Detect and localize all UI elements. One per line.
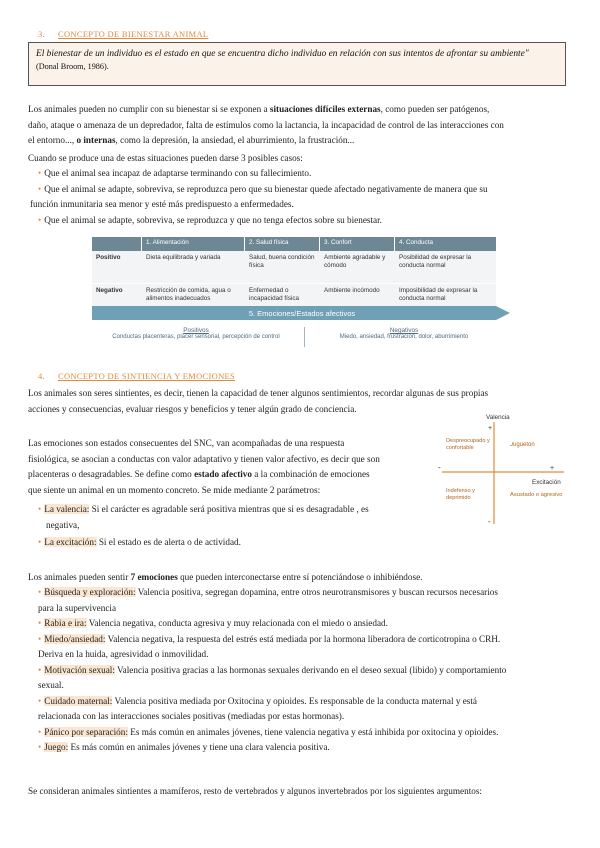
quote-source: (Donal Broom, 1986). [36,62,109,71]
list-item-continuation: sexual. [38,680,64,690]
highlight-label: Pánico por separación: [44,726,128,737]
legend-positive-text: Conductas placenteras, placer sensorial, percepción de control [112,334,280,340]
legend-negative-text: Miedo, ansiedad, frustración, dolor, aburrimiento [339,334,469,340]
parameters-list [38,502,428,551]
highlight-label: La valencia: [44,504,90,514]
list-item-text: Es más común en animales jóvenes, tiene valencia negativa y está inhibida por oxitocina y opioides. [127,726,499,737]
list-item-continuation: negativa, [46,519,80,530]
cases-list [30,166,568,228]
paragraph-welfare-situations [28,102,573,149]
table-header-cell: 2. Salud física [245,237,320,251]
legend-negative [306,327,502,340]
arrow-label: 5. Emociones/Estados afectivos [248,309,356,318]
list-item-text: Valencia negativa, conducta agresiva y muy relacionada con el miedo o ansiedad. [86,618,388,628]
table-header-cell [92,237,142,251]
text-line: daño, ataque o amenaza de un depredador, falta de estímulos como la lactancia, la incapacidad de control de las interacciones con [28,119,504,130]
quadrant-top-left [446,438,492,466]
bullet-icon: • [38,664,42,675]
y-axis-label: Valencia [486,414,510,421]
table-cell: Posibilidad de expresar la conducta normal [399,254,472,269]
x-axis-label: Excitación [532,479,561,486]
highlight-label: Miedo/ansiedad: [44,633,106,644]
text-span: , como la depresión, la ansiedad, el aburrimiento, la frustración... [115,135,355,145]
paragraph-cases-intro: Cuando se produce una de estas situaciones pueden darse 3 posibles casos: [28,153,303,163]
section-number: 4. [38,371,45,381]
list-item-text: Que el animal se adapte, sobreviva, se reproduzca y que no tenga efectos sobre su bienestar. [44,214,382,225]
emotions-legend [92,327,496,349]
text-span: , como pueden ser patógenos, [380,104,490,114]
bullet-icon: • [38,695,42,706]
quadrant-top-right [510,442,566,456]
emotions-arrow [92,306,510,320]
quadrant-bottom-left [446,488,492,512]
paragraph-sentient-animals: Se consideran animales sintientes a mamíferos, resto de vertebrados y algunos invertebrados por los siguientes argumentos: [28,786,482,796]
quadrant-label: Indefenso y deprimido [446,488,475,501]
bold-affective-state: estado afectivo [194,469,252,479]
list-item-text: Valencia positiva gracias a las hormonas sexuales derivando en el deseo sexual (libido) y comportamiento [114,664,507,675]
table-header-cell: 1. Alimentación [142,237,245,251]
list-item [38,663,573,679]
legend-negative-title: Negativos [389,327,419,334]
bullet-icon: • [38,183,42,194]
list-item-text: Valencia negativa, la respuesta del estrés está mediada por la hormona liberadora de corticotropina o CRH. [105,633,501,644]
list-item [38,694,573,710]
table-header-row [92,237,496,251]
list-item-continuation: función inmunitaria sea menor y esté más predispuesto a enfermedades. [30,199,294,209]
highlight-label: Motivación sexual: [44,664,115,675]
text-span: el entorno..., [28,135,77,145]
text-line: que siente un animal en un momento concreto. Se mide mediante 2 parámetros: [28,484,321,495]
table-cell: Restricción de comida, agua o alimentos inadecuados [146,287,231,302]
text-line: Las emociones son estados consecuentes del SNC, van acompañadas de una respuesta [28,438,345,448]
list-item-continuation: Deriva en la huida, agresividad o inmovilidad. [38,649,209,659]
legend-positive-title: Positivos [183,327,209,334]
bullet-icon: • [38,618,42,628]
quadrant-label: Asustado o agresivo [510,492,563,498]
list-item-text: Que el animal se adapte, sobreviva, se reproduzca pero que su bienestar quede afectado negativamente de manera que su [44,183,488,194]
list-item-continuation: para la supervivencia [38,602,117,613]
list-item-text: Es más común en animales jóvenes y tiene una clara valencia positiva. [68,742,330,752]
highlight-label: Cuidado maternal: [44,695,113,706]
text-span: que pueden interconectarse entre sí potenciándose o inhibiéndose. [177,572,423,582]
section-number: 3. [38,29,45,39]
text-line: acciones y consecuencias, evaluar riesgos y beneficios y tener algún grado de conciencia. [28,403,357,414]
highlight-label: La excitación: [44,537,97,547]
table-header-cell: 3. Confort [320,237,395,251]
list-item [38,166,568,182]
quote-text: El bienestar de un individuo es el estado en que se encuentra dicho individuo en relación con sus intentos de afrontar su ambiente" [36,49,529,59]
quadrant-label: Juguetón [510,442,535,448]
bullet-icon: • [38,537,42,547]
y-plus: + [488,425,493,432]
valence-arousal-diagram [436,412,570,530]
list-item [38,182,568,198]
bullet-icon: • [38,587,42,597]
x-minus: - [438,463,441,472]
definition-quote-box [28,42,566,86]
list-item [38,502,428,518]
list-item-text: Si el carácter es agradable será positiva mientras que si es desagradable , es [89,504,369,514]
paragraph-emotions-definition [28,436,428,498]
table-cell: Ambiente incómodo [324,287,380,294]
list-item [38,585,573,601]
quadrant-label: Despreocupado y confortable [446,438,490,451]
list-item-text: Que el animal sea incapaz de adaptarse terminando con su fallecimiento. [44,168,312,178]
list-item [38,740,573,756]
bold-internal: o internas [76,135,116,145]
paragraph-seven-emotions [28,570,573,586]
x-plus: + [550,465,555,472]
table-cell: Salud, buena condición física [249,254,315,269]
table-cell: Imposibilidad de expresar la conducta normal [399,287,478,302]
list-item [38,632,573,648]
bullet-icon: • [38,168,42,178]
list-item-text: Si el estado es de alerta o de actividad. [96,537,241,547]
text-span: Los animales pueden no cumplir con su bienestar si se exponen a [28,104,270,114]
table-cell: Positivo [96,254,121,261]
bullet-icon: • [38,742,42,752]
bullet-icon: • [38,214,42,225]
welfare-domains-table [92,237,496,317]
text-line: fisiológica, se asocian a conductas con valor adaptativo y tienen valor afectivo, es decir que son [28,453,380,464]
list-item-continuation: relacionada con las interacciones sociales positivas (mediadas por estas hormonas). [38,711,345,721]
highlight-label: Juego: [44,742,69,752]
table-header-cell: 4. Conducta [395,237,496,251]
list-item [38,535,428,551]
section-3-heading [38,29,208,39]
legend-divider [304,327,305,347]
bullet-icon: • [38,504,42,514]
list-item [38,616,573,632]
emotions-list [38,585,573,756]
bullet-icon: • [38,726,42,737]
table-cell: Enfermedad o incapacidad física [249,287,300,302]
section-4-heading [38,371,235,381]
y-minus: - [488,517,491,526]
text-span: Los animales pueden sentir [28,572,131,582]
text-span: a la combinación de emociones [252,469,370,479]
highlight-label: Rabia e ira: [44,618,87,628]
list-item-text: Valencia positiva mediada por Oxitocina y opioides. Es responsable de la conducta maternal y está [112,695,478,706]
table-cell: Dieta equilibrada y variada [146,254,221,261]
list-item [38,213,568,229]
table-cell: Ambiente agradable y cómodo [324,254,386,269]
quadrant-bottom-right [510,492,566,516]
bullet-icon: • [38,633,42,644]
table-cell: Negativo [96,287,123,294]
highlight-label: Búsqueda y exploración: [44,587,136,597]
text-line: Los animales son seres sintientes, es decir, tienen la capacidad de tener algunos sentimientos, recordar algunas de sus propias [28,388,489,398]
bold-seven-emotions: 7 emociones [130,572,178,582]
section-title: CONCEPTO DE BIENESTAR ANIMAL [58,29,209,39]
legend-positive [92,327,300,340]
text-span: placenteras o desagradables. Se define como [28,469,195,479]
list-item-text: Valencia positiva, segregan dopamina, entre otros neurotransmisores y buscan recursos necesarios [135,587,498,597]
section-title: CONCEPTO DE SINTIENCIA Y EMOCIONES [58,371,236,381]
bold-external: situaciones difíciles externas [269,104,381,114]
list-item [38,725,573,741]
table-row [92,251,496,284]
